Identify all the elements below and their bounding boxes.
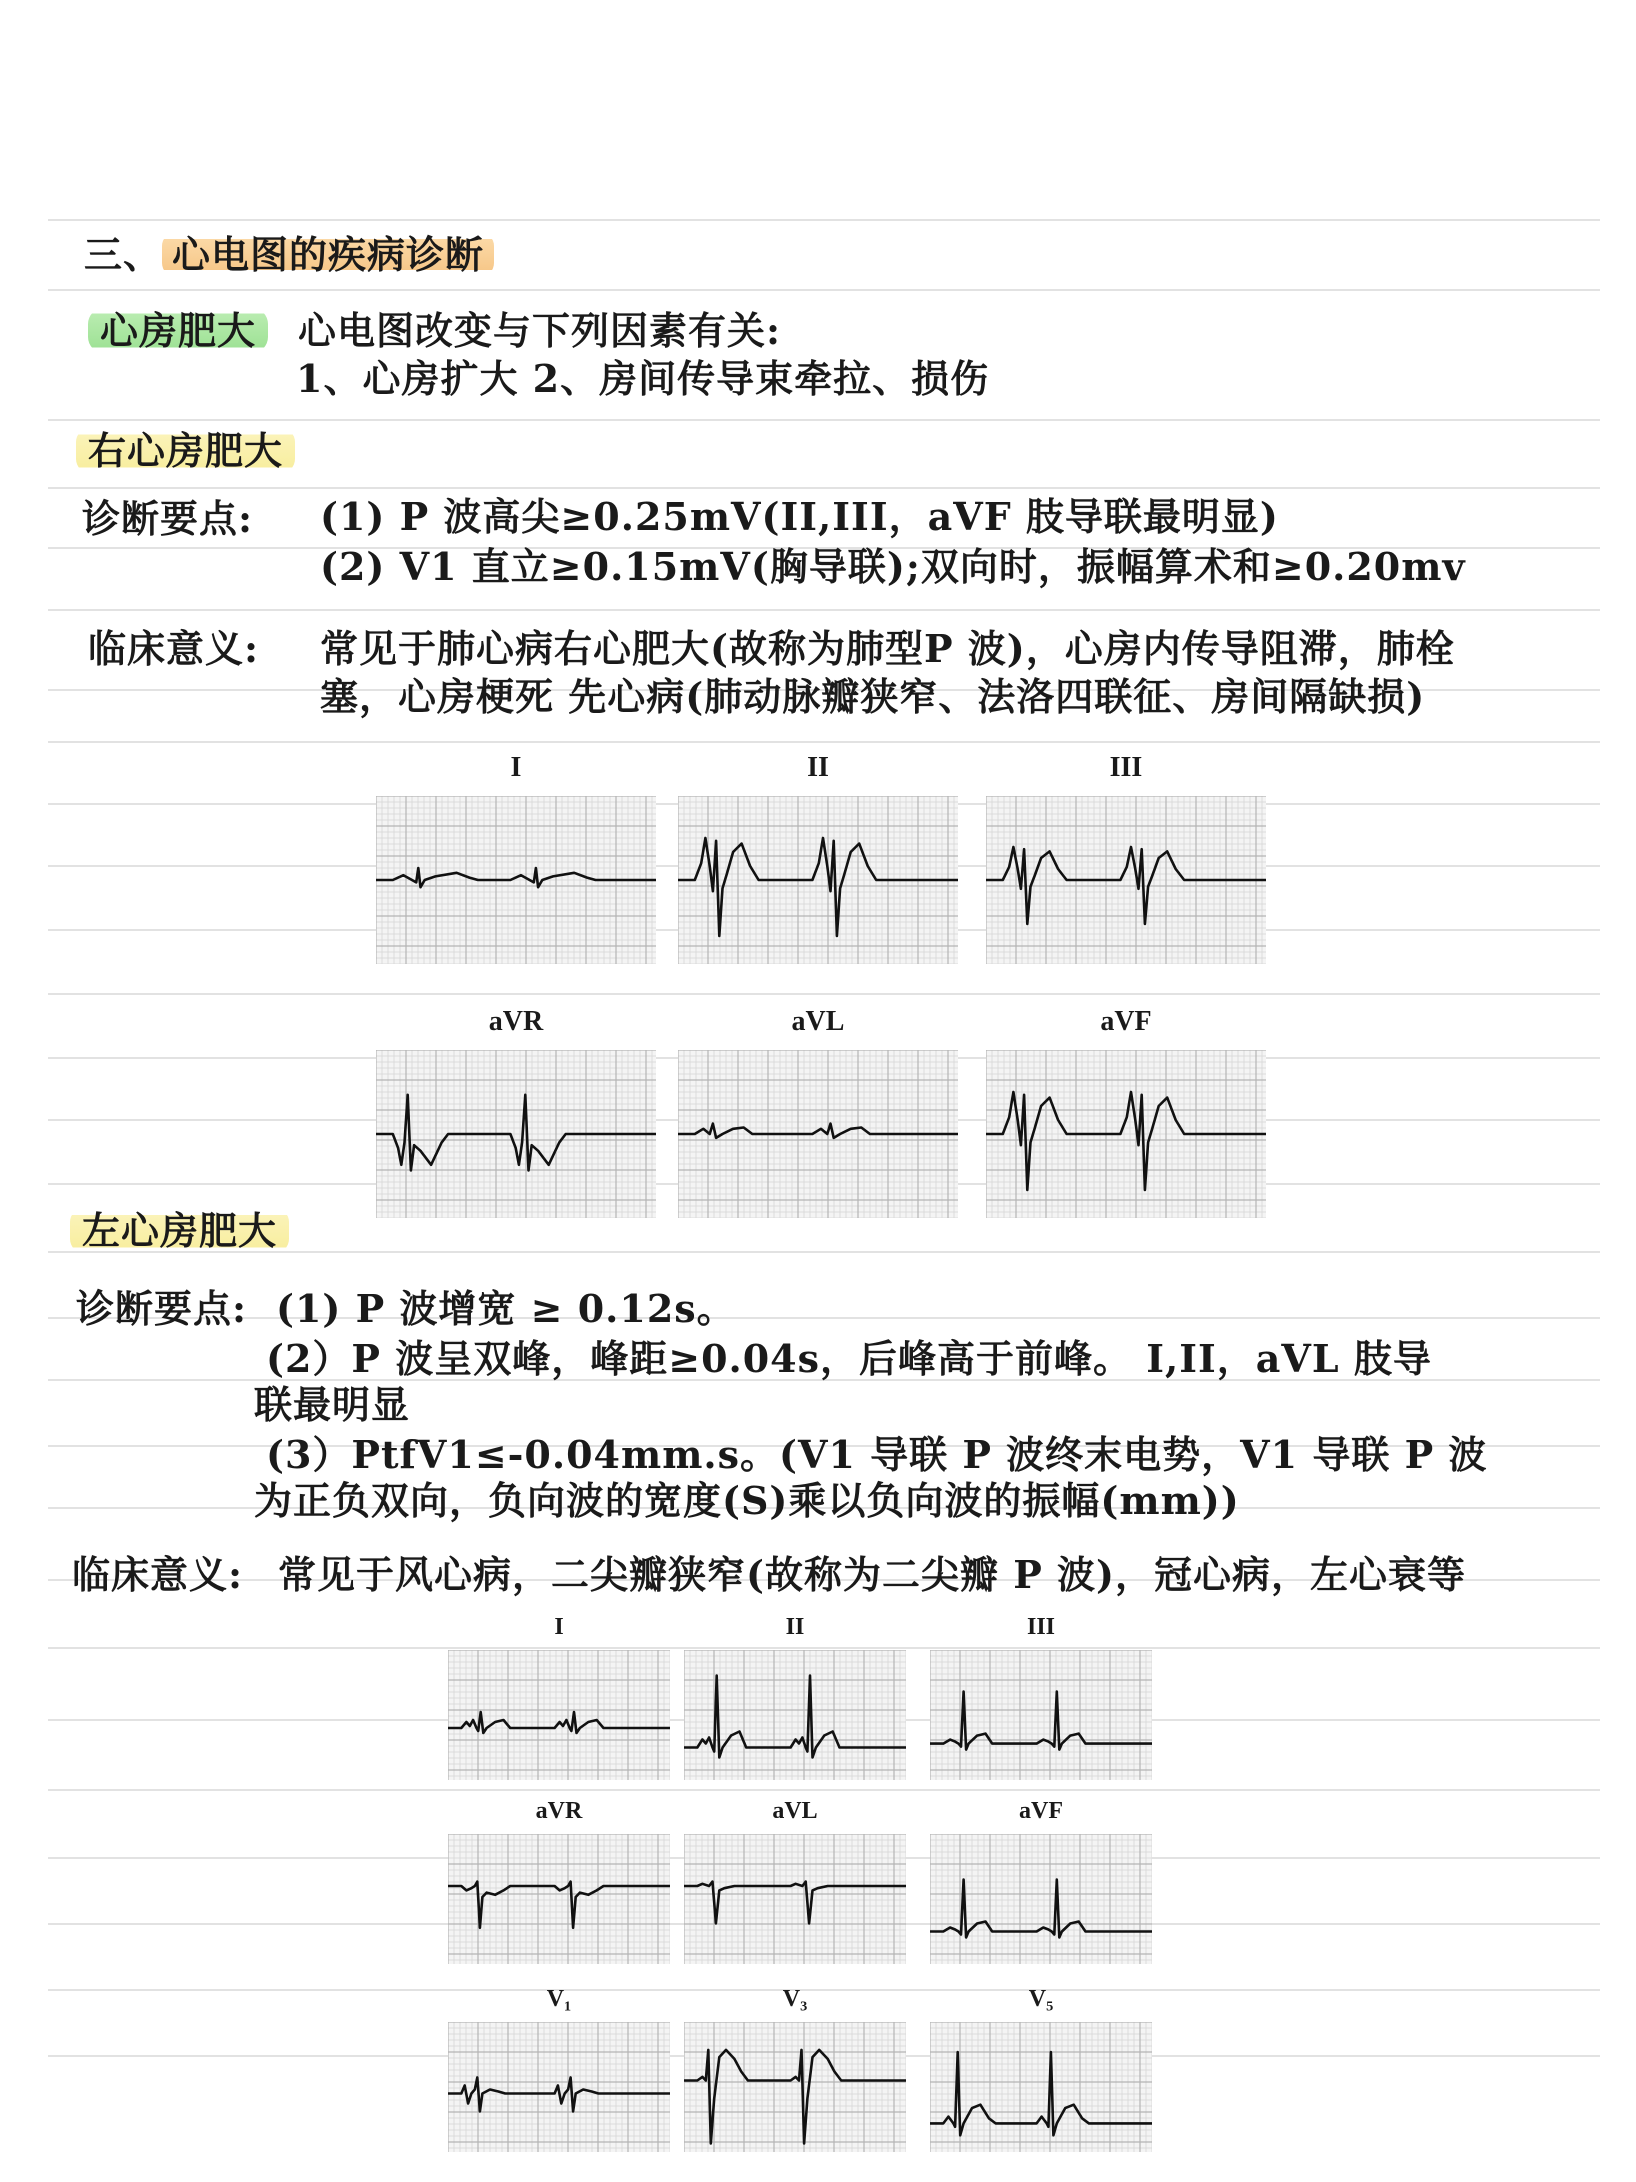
left-atrial-ecg-lead-label-0: I: [554, 1614, 564, 1640]
atrial-hypertrophy-factors: 1、心房扩大 2、房间传导束牵拉、损伤: [296, 356, 990, 401]
left-atrial-ecg-panel-7: [684, 2022, 906, 2152]
left-atrial-heading-highlight: 左心房肥大: [70, 1208, 289, 1253]
left-atrial-ecg-lead-label-5: aVF: [1019, 1798, 1063, 1824]
right-atrial-ecg-panel-0: [376, 796, 656, 964]
right-atrial-ecg-grid-3: [376, 1050, 656, 1218]
left-atrial-ecg-panel-6: [448, 2022, 670, 2152]
left-atrial-ecg-panel-0: [448, 1650, 670, 1780]
right-atrial-ecg-lead-label-5: aVF: [1100, 1006, 1152, 1037]
left-atrial-criteria-label: 诊断要点:: [76, 1286, 248, 1331]
section-title-prefix: 三、: [84, 232, 163, 277]
left-atrial-ecg-lead-label-8: V₅: [1028, 1986, 1054, 2012]
right-atrial-ecg-grid-2: [986, 796, 1266, 964]
left-atrial-ecg-grid-0: [448, 1650, 670, 1780]
left-atrial-criterion-2-cont: 联最明显: [254, 1382, 411, 1427]
left-atrial-ecg-grid-2: [930, 1650, 1152, 1780]
left-atrial-ecg-grid-1: [684, 1650, 906, 1780]
left-atrial-ecg-panel-2: [930, 1650, 1152, 1780]
right-atrial-heading: [76, 428, 295, 474]
left-atrial-ecg-grid-7: [684, 2022, 906, 2152]
section-title: [84, 232, 494, 278]
right-atrial-clinical-line-1: 常见于肺心病右心肥大(故称为肺型P 波)，心房内传导阻滞，肺栓: [320, 626, 1455, 671]
right-atrial-ecg-grid-4: [678, 1050, 958, 1218]
right-atrial-criteria-label: 诊断要点:: [82, 496, 254, 541]
left-atrial-ecg-lead-label-4: aVL: [772, 1798, 818, 1824]
left-atrial-ecg-lead-label-2: III: [1026, 1614, 1056, 1640]
left-atrial-ecg-grid-8: [930, 2022, 1152, 2152]
left-atrial-criterion-3: (3）PtfV1≤-0.04mm.s。(V1 导联 P 波终末电势，V1 导联 P 波: [266, 1432, 1488, 1477]
left-atrial-ecg-lead-label-7: V₃: [782, 1986, 808, 2012]
right-atrial-criterion-1: (1) P 波高尖≥0.25mV(II,III，aVF 肢导联最明显): [320, 494, 1279, 539]
right-atrial-ecg-panel-2: [986, 796, 1266, 964]
left-atrial-ecg-grid-4: [684, 1834, 906, 1964]
right-atrial-ecg-panel-3: [376, 1050, 656, 1218]
right-atrial-heading-highlight: 右心房肥大: [76, 428, 295, 473]
left-atrial-ecg-lead-label-6: V₁: [546, 1986, 572, 2012]
left-atrial-criterion-1: (1) P 波增宽 ≥ 0.12s。: [276, 1286, 736, 1331]
left-atrial-ecg-grid-6: [448, 2022, 670, 2152]
right-atrial-ecg-lead-label-0: I: [510, 752, 522, 783]
atrial-hypertrophy-highlight: 心房肥大: [88, 308, 268, 353]
left-atrial-ecg-panel-1: [684, 1650, 906, 1780]
right-atrial-ecg-grid-1: [678, 796, 958, 964]
right-atrial-ecg-grid-5: [986, 1050, 1266, 1218]
left-atrial-ecg-panel-4: [684, 1834, 906, 1964]
right-atrial-ecg-lead-label-4: aVL: [791, 1006, 845, 1037]
right-atrial-ecg-panel-1: [678, 796, 958, 964]
left-atrial-clinical-text: 常见于风心病，二尖瓣狭窄(故称为二尖瓣 P 波)，冠心病，左心衰等: [278, 1552, 1466, 1597]
left-atrial-criterion-3-cont: 为正负双向，负向波的宽度(S)乘以负向波的振幅(mm)): [254, 1478, 1240, 1523]
right-atrial-ecg-lead-label-3: aVR: [488, 1006, 544, 1037]
right-atrial-clinical-label: 临床意义:: [88, 626, 260, 671]
right-atrial-ecg-lead-label-2: III: [1109, 752, 1143, 783]
left-atrial-ecg-grid-bg-7: [684, 2022, 906, 2152]
right-atrial-clinical-line-2: 塞，心房梗死 先心病(肺动脉瓣狭窄、法洛四联征、房间隔缺损): [320, 674, 1426, 719]
left-atrial-ecg-grid-bg-8: [930, 2022, 1152, 2152]
left-atrial-clinical-label: 临床意义:: [72, 1552, 244, 1597]
right-atrial-ecg-panel-5: [986, 1050, 1266, 1218]
atrial-hypertrophy-intro: 心电图改变与下列因素有关:: [298, 308, 782, 353]
right-atrial-ecg-panel-4: [678, 1050, 958, 1218]
left-atrial-ecg-lead-label-3: aVR: [535, 1798, 583, 1824]
right-atrial-criterion-2: (2) V1 直立≥0.15mV(胸导联);双向时，振幅算术和≥0.20mv: [320, 544, 1466, 589]
section-title-highlight: 心电图的疾病诊断: [162, 232, 494, 277]
right-atrial-ecg-lead-label-1: II: [807, 752, 829, 783]
left-atrial-ecg-panel-5: [930, 1834, 1152, 1964]
right-atrial-ecg-grid-0: [376, 796, 656, 964]
left-atrial-ecg-panel-3: [448, 1834, 670, 1964]
left-atrial-ecg-lead-label-1: II: [785, 1614, 805, 1640]
left-atrial-criterion-2: (2）P 波呈双峰，峰距≥0.04s，后峰高于前峰。 I,II，aVL 肢导: [266, 1336, 1432, 1381]
atrial-hypertrophy-label: [88, 308, 268, 354]
left-atrial-ecg-panel-8: [930, 2022, 1152, 2152]
left-atrial-heading: [70, 1208, 289, 1254]
left-atrial-ecg-grid-5: [930, 1834, 1152, 1964]
left-atrial-ecg-grid-3: [448, 1834, 670, 1964]
